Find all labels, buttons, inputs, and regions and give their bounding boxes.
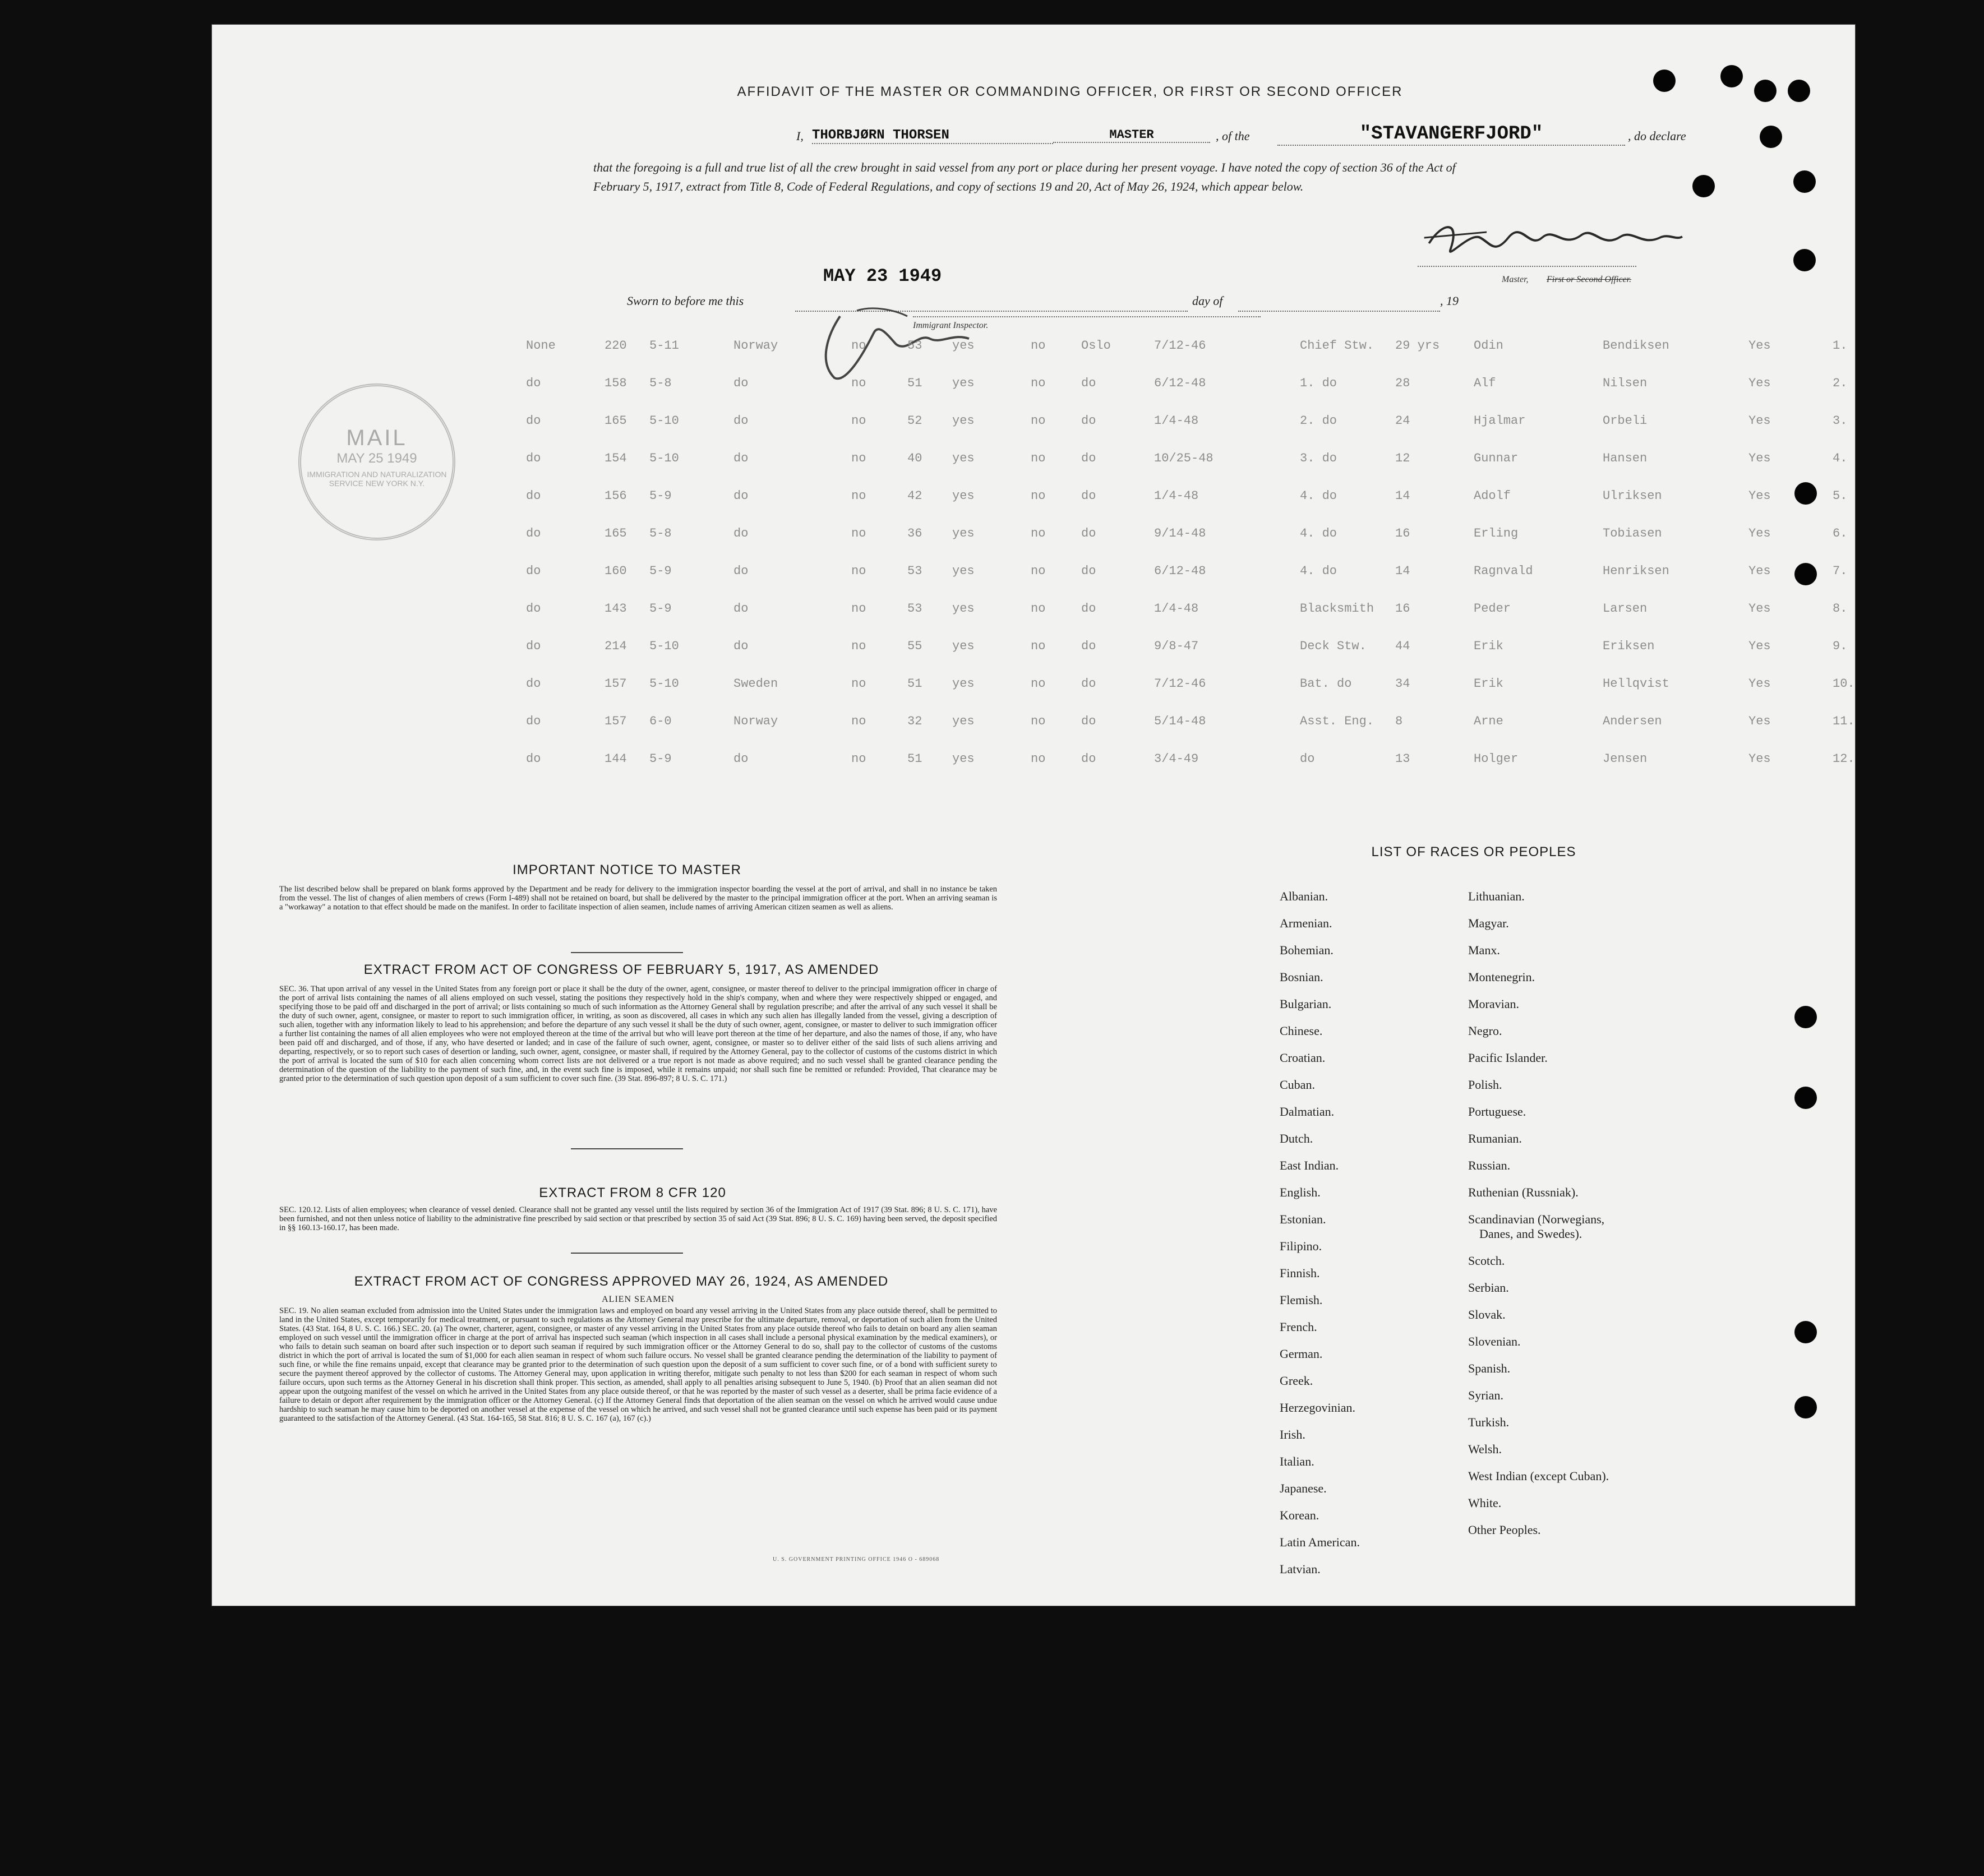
bleed-cell: no bbox=[1031, 414, 1046, 428]
punch-hole bbox=[1788, 80, 1810, 102]
bleed-cell: 8. bbox=[1833, 602, 1848, 616]
bleed-cell: 10. bbox=[1833, 677, 1855, 691]
race-entry: Russian. bbox=[1468, 1158, 1511, 1172]
bleed-row bbox=[212, 414, 1855, 431]
bleed-cell: do bbox=[1081, 677, 1096, 691]
race-entry: Slovenian. bbox=[1468, 1334, 1521, 1348]
bleed-cell: 1/4-48 bbox=[1154, 489, 1199, 503]
bleed-cell: Yes bbox=[1748, 564, 1771, 578]
bleed-cell: Erling bbox=[1474, 526, 1519, 540]
bleed-cell: 5-9 bbox=[649, 602, 672, 616]
bleed-cell: Yes bbox=[1748, 714, 1771, 728]
bleed-cell: 6/12-48 bbox=[1154, 564, 1206, 578]
race-entry: Estonian. bbox=[1280, 1212, 1326, 1226]
race-entry: Chinese. bbox=[1280, 1024, 1323, 1038]
race-entry: Manx. bbox=[1468, 943, 1500, 957]
bleed-row bbox=[212, 339, 1855, 355]
bleed-cell: 14 bbox=[1395, 564, 1410, 578]
bleed-cell: Erik bbox=[1474, 677, 1503, 691]
bleed-cell: 3. bbox=[1833, 414, 1848, 428]
bleed-row bbox=[212, 489, 1855, 506]
sworn-date: MAY 23 1949 bbox=[823, 266, 942, 287]
bleed-cell: Yes bbox=[1748, 376, 1771, 390]
bleed-cell: 13 bbox=[1395, 752, 1410, 766]
bleed-cell: no bbox=[851, 526, 866, 540]
bleed-cell: 28 bbox=[1395, 376, 1410, 390]
bleed-cell: do bbox=[526, 564, 541, 578]
bleed-cell: Hellqvist bbox=[1603, 677, 1669, 691]
bleed-cell: Peder bbox=[1474, 602, 1511, 616]
extract-1924-title: EXTRACT FROM ACT OF CONGRESS APPROVED MAY 26, 1924, AS AMENDED bbox=[354, 1274, 889, 1289]
bleed-row bbox=[212, 714, 1855, 731]
bleed-cell: 9/8-47 bbox=[1154, 639, 1199, 653]
bleed-cell: 29 yrs bbox=[1395, 339, 1440, 353]
race-entry: Pacific Islander. bbox=[1468, 1051, 1548, 1065]
bleed-cell: yes bbox=[952, 451, 975, 465]
bleed-cell: 220 bbox=[605, 339, 627, 353]
vessel-name: "STAVANGERFJORD" bbox=[1277, 123, 1625, 146]
bleed-cell: do bbox=[1081, 414, 1096, 428]
race-entry: Japanese. bbox=[1280, 1481, 1327, 1495]
punch-hole bbox=[1793, 170, 1816, 193]
bleed-cell: 55 bbox=[907, 639, 922, 653]
race-entry: Negro. bbox=[1468, 1024, 1502, 1038]
race-entry: Cuban. bbox=[1280, 1078, 1315, 1092]
race-entry: Armenian. bbox=[1280, 916, 1332, 930]
race-entry: Other Peoples. bbox=[1468, 1523, 1541, 1537]
race-entry: Magyar. bbox=[1468, 916, 1509, 930]
bleed-cell: no bbox=[1031, 451, 1046, 465]
bleed-cell: do bbox=[733, 526, 749, 540]
bleed-cell: no bbox=[1031, 376, 1046, 390]
race-entry: Croatian. bbox=[1280, 1051, 1326, 1065]
bleed-cell: Alf bbox=[1474, 376, 1496, 390]
race-entry: French. bbox=[1280, 1320, 1317, 1334]
bleed-cell: 3. do bbox=[1300, 451, 1337, 465]
bleed-cell: 160 bbox=[605, 564, 627, 578]
bleed-cell: Yes bbox=[1748, 526, 1771, 540]
bleed-cell: 9/14-48 bbox=[1154, 526, 1206, 540]
race-entry: Moravian. bbox=[1468, 997, 1520, 1011]
bleed-cell: 2. bbox=[1833, 376, 1848, 390]
race-entry: Dalmatian. bbox=[1280, 1105, 1335, 1119]
extract-1924-subtitle: ALIEN SEAMEN bbox=[602, 1295, 675, 1304]
bleed-cell: do bbox=[733, 752, 749, 766]
year-prefix: , 19 bbox=[1440, 294, 1459, 308]
bleed-cell: Henriksen bbox=[1603, 564, 1669, 578]
bleed-cell: 12 bbox=[1395, 451, 1410, 465]
race-entry: Rumanian. bbox=[1468, 1131, 1522, 1145]
race-entry: Finnish. bbox=[1280, 1266, 1320, 1280]
punch-hole bbox=[1653, 70, 1676, 92]
bleed-cell: do bbox=[1081, 564, 1096, 578]
race-entry: Bohemian. bbox=[1280, 943, 1334, 957]
bleed-cell: yes bbox=[952, 489, 975, 503]
bleed-cell: 34 bbox=[1395, 677, 1410, 691]
bleed-cell: 53 bbox=[907, 564, 922, 578]
bleed-cell: 16 bbox=[1395, 526, 1410, 540]
bleed-cell: yes bbox=[952, 639, 975, 653]
race-entry: Flemish. bbox=[1280, 1293, 1323, 1307]
punch-hole bbox=[1692, 175, 1715, 197]
bleed-cell: Arne bbox=[1474, 714, 1503, 728]
bleed-cell: 6. bbox=[1833, 526, 1848, 540]
printer-imprint: U. S. GOVERNMENT PRINTING OFFICE 1946 O - 689068 bbox=[773, 1556, 940, 1563]
race-entry: Greek. bbox=[1280, 1374, 1313, 1388]
races-title: LIST OF RACES OR PEOPLES bbox=[1371, 844, 1576, 860]
bleed-cell: yes bbox=[952, 564, 975, 578]
bleed-cell: Yes bbox=[1748, 339, 1771, 353]
bleed-cell: 11. bbox=[1833, 714, 1855, 728]
bleed-cell: Odin bbox=[1474, 339, 1503, 353]
race-entry: Latin American. bbox=[1280, 1535, 1360, 1549]
bleed-cell: 53 bbox=[907, 339, 922, 353]
bleed-cell: Eriksen bbox=[1603, 639, 1655, 653]
bleed-cell: 4. do bbox=[1300, 526, 1337, 540]
bleed-cell: 6/12-48 bbox=[1154, 376, 1206, 390]
inspector-caption: Immigrant Inspector. bbox=[913, 321, 989, 330]
race-entry: Portuguese. bbox=[1468, 1105, 1526, 1119]
bleed-cell: 5-8 bbox=[649, 526, 672, 540]
bleed-cell: no bbox=[851, 339, 866, 353]
notice-body: The list described below shall be prepared on blank forms approved by the Department and be ready for delivery to the immigration inspector boarding the vessel at the port of arrival, and shall in no instance be taken from the vessel. The list of changes of alien members of crews (Form I-489) shall not be retained on board, but shall be delivered by the master to the principal immigration officer at the port. When an arriving seaman is a "workaway" a notation to that effect should be made on the manifest. In order to facilitate inspection of alien seamen, include names of arriving American citizen seamen as well as aliens. bbox=[279, 885, 997, 912]
bleed-cell: no bbox=[1031, 602, 1046, 616]
bleed-cell: Larsen bbox=[1603, 602, 1648, 616]
bleed-cell: Gunnar bbox=[1474, 451, 1519, 465]
bleed-cell: 156 bbox=[605, 489, 627, 503]
master-name: THORBJØRN THORSEN bbox=[812, 128, 1053, 144]
day-of-label: day of bbox=[1192, 294, 1223, 308]
bleed-cell: 42 bbox=[907, 489, 922, 503]
bleed-cell: Andersen bbox=[1603, 714, 1662, 728]
bleed-cell: yes bbox=[952, 339, 975, 353]
bleed-cell: do bbox=[733, 489, 749, 503]
bleed-cell: no bbox=[1031, 677, 1046, 691]
bleed-cell: 14 bbox=[1395, 489, 1410, 503]
race-entry: Lithuanian. bbox=[1468, 889, 1525, 903]
bleed-cell: Yes bbox=[1748, 414, 1771, 428]
officer-caption-struck: First or Second Officer. bbox=[1547, 275, 1632, 284]
bleed-cell: 53 bbox=[907, 602, 922, 616]
bleed-cell: Erik bbox=[1474, 639, 1503, 653]
bleed-cell: 52 bbox=[907, 414, 922, 428]
bleed-cell: Yes bbox=[1748, 451, 1771, 465]
declare-label: , do declare bbox=[1628, 129, 1686, 143]
bleed-cell: do bbox=[1081, 714, 1096, 728]
bleed-cell: Adolf bbox=[1474, 489, 1511, 503]
bleed-cell: 4. do bbox=[1300, 564, 1337, 578]
bleed-cell: None bbox=[526, 339, 556, 353]
race-entry: Ruthenian (Russniak). bbox=[1468, 1185, 1579, 1199]
bleed-cell: 10/25-48 bbox=[1154, 451, 1214, 465]
bleed-cell: yes bbox=[952, 526, 975, 540]
race-entry: White. bbox=[1468, 1496, 1502, 1510]
bleed-cell: 5. bbox=[1833, 489, 1848, 503]
bleed-cell: 5-10 bbox=[649, 639, 679, 653]
bleed-cell: Yes bbox=[1748, 489, 1771, 503]
race-entry: Korean. bbox=[1280, 1508, 1319, 1522]
bleed-cell: 12. bbox=[1833, 752, 1855, 766]
bleed-cell: yes bbox=[952, 414, 975, 428]
bleed-cell: do bbox=[526, 602, 541, 616]
bleed-cell: 154 bbox=[605, 451, 627, 465]
declaration-text: that the foregoing is a full and true list of all the crew brought in said vessel from any port or place during her present voyage. I have noted the copy of section 36 of the Act of February 5, 1917, extract from Title 8, Code of Federal Regulations, and copy of sections 19 and 20, Act of May 26, 1924, which appear below. bbox=[593, 160, 1456, 193]
bleed-cell: Blacksmith bbox=[1300, 602, 1374, 616]
bleed-cell: do bbox=[526, 752, 541, 766]
mail-stamp: MAIL MAY 25 1949 IMMIGRATION AND NATURALIZATION SERVICE NEW YORK N.Y. bbox=[298, 383, 455, 540]
punch-hole bbox=[1794, 1087, 1817, 1109]
race-entry: East Indian. bbox=[1280, 1158, 1339, 1172]
bleed-cell: do bbox=[733, 564, 749, 578]
race-entry: Italian. bbox=[1280, 1454, 1314, 1468]
bleed-cell: 51 bbox=[907, 677, 922, 691]
punch-hole bbox=[1794, 1396, 1817, 1418]
bleed-cell: do bbox=[526, 677, 541, 691]
bleed-cell: 5-9 bbox=[649, 564, 672, 578]
bleed-cell: 36 bbox=[907, 526, 922, 540]
bleed-cell: Norway bbox=[733, 714, 778, 728]
bleed-cell: Nilsen bbox=[1603, 376, 1648, 390]
bleed-cell: do bbox=[1081, 489, 1096, 503]
race-entry: German. bbox=[1280, 1347, 1323, 1361]
bleed-cell: no bbox=[1031, 752, 1046, 766]
bleed-cell: 165 bbox=[605, 526, 627, 540]
bleed-cell: yes bbox=[952, 677, 975, 691]
bleed-cell: no bbox=[851, 714, 866, 728]
bleed-cell: 1. do bbox=[1300, 376, 1337, 390]
bleed-cell: Yes bbox=[1748, 639, 1771, 653]
bleed-row bbox=[212, 677, 1855, 694]
race-entry: Turkish. bbox=[1468, 1415, 1510, 1429]
bleed-cell: do bbox=[526, 526, 541, 540]
bleed-cell: no bbox=[851, 489, 866, 503]
bleed-cell: yes bbox=[952, 602, 975, 616]
bleed-cell: 157 bbox=[605, 714, 627, 728]
bleed-row bbox=[212, 752, 1855, 769]
declaration-pre-name: I, bbox=[796, 129, 804, 143]
race-entry: Irish. bbox=[1280, 1427, 1305, 1441]
bleed-cell: 7/12-46 bbox=[1154, 339, 1206, 353]
bleed-cell: Jensen bbox=[1603, 752, 1648, 766]
document-page bbox=[212, 25, 1855, 1606]
sworn-prefix: Sworn to before me this bbox=[627, 294, 744, 308]
bleed-cell: yes bbox=[952, 376, 975, 390]
bleed-cell: Holger bbox=[1474, 752, 1519, 766]
race-entry: Spanish. bbox=[1468, 1361, 1511, 1375]
master-caption: Master, bbox=[1502, 275, 1529, 284]
punch-hole bbox=[1754, 80, 1777, 102]
bleed-cell: yes bbox=[952, 714, 975, 728]
punch-hole bbox=[1794, 482, 1817, 505]
bleed-cell: Hjalmar bbox=[1474, 414, 1526, 428]
race-entry: Albanian. bbox=[1280, 889, 1328, 903]
extract-1917-body: SEC. 36. That upon arrival of any vessel in the United States from any foreign port or place it shall be the duty of the owner, agent, consignee, or master thereof to deliver to the principal immigration officer in charge of the port of arrival lists containing the names of all aliens employed on such vessel, stating the positions they respectively hold in the ship's company, when and where they were respectively shipped or engaged, and specifying those to be paid off and discharged in the port of arrival; or lists containing so much of such information as the Attorney General shall by regulation prescribe; and after the arrival of any such vessel it shall be the duty of such owner, agent, consignee, or master to report to such immigration officer, in writing, as soon as discovered, all cases in which any such alien has illegally landed from the vessel, giving a description of such alien, together with any information likely to lead to his apprehension; and before the departure of any such vessel it shall be the duty of such owner, agent, consignee, or master to deliver to such immigration officer a further list containing the names of all alien employees who were not employed thereon at the time of the arrival but who will leave port thereon at the time of her departure, and also the names of those, if any, who have been paid off and discharged, and of those, if any, who have deserted or landed; and in case of the failure of such owner, agent, consignee, or master so to deliver either of the said lists of such aliens arriving and departing, respectively, or so to report such cases of desertion or landing, such owner, agent, consignee, or master shall, if required by the Attorney General, pay to the collector of customs of the customs district in which the port of arrival is located the sum of $10 for each alien concerning whom correct lists are not delivered or a true report is not made as above required; and no such vessel shall be granted clearance pending the determination of the question of the liability to the payment of such fine, and, in the event such fine is imposed, while it remains unpaid; nor shall such fine be remitted or refunded: Provided, That clearance may be granted prior to the determination of such question upon deposit of a sum sufficient to cover such fine. (39 Stat. 896-897; 8 U. S. C. 171.) bbox=[279, 985, 997, 1083]
bleed-cell: 5/14-48 bbox=[1154, 714, 1206, 728]
bleed-cell: 5-10 bbox=[649, 451, 679, 465]
bleed-cell: 44 bbox=[1395, 639, 1410, 653]
race-entry: Danes, and Swedes). bbox=[1479, 1227, 1582, 1241]
bleed-cell: Chief Stw. bbox=[1300, 339, 1374, 353]
extract-cfr-body: SEC. 120.12. Lists of alien employees; when clearance of vessel denied. Clearance shall not be granted any vessel until the lists required by section 36 of the Immigration Act of 1917 (39 Stat. 896; 8 U. S. C. 171), have been furnished, and not then unless notice of liability to the administrative fine prescribed by said section or that prescribed by section 35 of said Act (39 Stat. 896; 8 U. S. C. 169) having been served, the deposit specified in §§ 160.13-160.17, has been made. bbox=[279, 1205, 997, 1232]
bleed-cell: 9. bbox=[1833, 639, 1848, 653]
bleed-cell: 5-10 bbox=[649, 414, 679, 428]
bleed-cell: Ulriksen bbox=[1603, 489, 1662, 503]
punch-hole bbox=[1794, 1321, 1817, 1343]
bleed-cell: 5-10 bbox=[649, 677, 679, 691]
bleed-cell: no bbox=[851, 376, 866, 390]
bleed-cell: do bbox=[733, 376, 749, 390]
bleed-cell: do bbox=[733, 451, 749, 465]
race-entry: English. bbox=[1280, 1185, 1321, 1199]
bleed-cell: Yes bbox=[1748, 602, 1771, 616]
bleed-cell: Hansen bbox=[1603, 451, 1648, 465]
bleed-cell: do bbox=[1300, 752, 1315, 766]
bleed-cell: Deck Stw. bbox=[1300, 639, 1367, 653]
bleed-row bbox=[212, 602, 1855, 618]
punch-hole bbox=[1794, 1006, 1817, 1028]
bleed-cell: 6-0 bbox=[649, 714, 672, 728]
race-entry: Latvian. bbox=[1280, 1562, 1321, 1576]
bleed-cell: no bbox=[1031, 639, 1046, 653]
extract-1924-body: SEC. 19. No alien seaman excluded from admission into the United States under the immigration laws and employed on board any vessel arriving in the United States from any place outside thereof, shall be permitted to land in the United States, except temporarily for medical treatment, or pursuant to such regulations as the Attorney General may prescribe for the ultimate departure, removal, or deportation of such alien from the United States. (43 Stat. 164, 8 U. S. C. 166.) SEC. 20. (a) The owner, charterer, agent, consignee, or master of any vessel arriving in the United States from any place outside thereof who fails to detain on board any alien seaman employed on such vessel until the immigration officer in charge at the port of arrival has inspected such seaman (which inspection in all cases shall include a personal physical examination by the medical examiners), or who fails to detain such seaman on board after such inspection or to deport such seaman if required by such immigration officer or the Attorney General to do so, shall pay to the collector of customs of the customs district in which the port of arrival is located the sum of $1,000 for each alien seaman in respect of whom such failure occurs. No vessel shall be granted clearance pending the determination of the liability to payment of such fine, or while the fine remains unpaid, except that clearance may be granted prior to the determination of such question upon the deposit of a sum sufficient to cover such fine, or of a bond with sufficient surety to secure the payment thereof approved by the collector of customs. The Attorney General may, upon application in writing therefor, mitigate such penalty to not less than $200 for each seaman in respect of whom such failure occurs, upon such terms as the Attorney General in his discretion shall think proper. This section, as amended, shall apply to all penalties arising subsequent to June 5, 1940. (b) Proof that an alien seaman did not appear upon the outgoing manifest of the vessel on which he arrived in the United States from any place outside thereof, or that he was reported by the master of such vessel as a deserter, shall be prima facie evidence of a failure to detain or deport after requirement by the immigration officer or the Attorney General. (c) If the Attorney General finds that deportation of the alien seaman on the vessel on which he arrived would cause undue hardship to such seaman he may cause him to be deported on another vessel at the expense of the vessel on which he arrived, and such vessel shall not be granted clearance until such expense has been paid or its payment guaranteed to the satisfaction of the Attorney General. (43 Stat. 164-165, 58 Stat. 816; 8 U. S. C. 167 (a), 167 (c).) bbox=[279, 1306, 997, 1423]
bleed-cell: Yes bbox=[1748, 677, 1771, 691]
bleed-cell: no bbox=[1031, 564, 1046, 578]
bleed-cell: do bbox=[526, 451, 541, 465]
bleed-cell: no bbox=[1031, 339, 1046, 353]
bleed-cell: no bbox=[851, 752, 866, 766]
bleed-cell: do bbox=[1081, 526, 1096, 540]
bleed-cell: 158 bbox=[605, 376, 627, 390]
affidavit-title: AFFIDAVIT OF THE MASTER OR COMMANDING OFFICER, OR FIRST OR SECOND OFFICER bbox=[737, 84, 1403, 99]
bleed-cell: 143 bbox=[605, 602, 627, 616]
extract-cfr-title: EXTRACT FROM 8 CFR 120 bbox=[539, 1185, 726, 1200]
race-entry: Polish. bbox=[1468, 1078, 1502, 1092]
bleed-cell: Bendiksen bbox=[1603, 339, 1669, 353]
bleed-cell: Orbeli bbox=[1603, 414, 1648, 428]
bleed-cell: 2. do bbox=[1300, 414, 1337, 428]
race-entry: Bulgarian. bbox=[1280, 997, 1332, 1011]
race-entry: Slovak. bbox=[1468, 1307, 1506, 1321]
bleed-cell: 51 bbox=[907, 376, 922, 390]
punch-hole bbox=[1760, 126, 1782, 148]
bleed-cell: do bbox=[526, 489, 541, 503]
bleed-cell: no bbox=[1031, 526, 1046, 540]
bleed-row bbox=[212, 451, 1855, 468]
bleed-cell: do bbox=[1081, 451, 1096, 465]
bleed-cell: 4. do bbox=[1300, 489, 1337, 503]
bleed-cell: 4. bbox=[1833, 451, 1848, 465]
race-entry: Dutch. bbox=[1280, 1131, 1313, 1145]
bleed-cell: do bbox=[526, 639, 541, 653]
bleed-cell: Oslo bbox=[1081, 339, 1111, 353]
bleed-cell: do bbox=[1081, 752, 1096, 766]
bleed-cell: no bbox=[851, 414, 866, 428]
bleed-cell: 40 bbox=[907, 451, 922, 465]
race-entry: Herzegovinian. bbox=[1280, 1401, 1355, 1415]
race-entry: Scotch. bbox=[1468, 1254, 1505, 1268]
bleed-cell: do bbox=[526, 714, 541, 728]
bleed-cell: Asst. Eng. bbox=[1300, 714, 1374, 728]
notice-title: IMPORTANT NOTICE TO MASTER bbox=[513, 862, 741, 877]
bleed-cell: do bbox=[733, 414, 749, 428]
bleed-cell: 144 bbox=[605, 752, 627, 766]
bleed-cell: 3/4-49 bbox=[1154, 752, 1199, 766]
bleed-cell: 7/12-46 bbox=[1154, 677, 1206, 691]
bleed-cell: do bbox=[1081, 639, 1096, 653]
race-entry: Bosnian. bbox=[1280, 970, 1323, 984]
bleed-cell: do bbox=[733, 639, 749, 653]
extract-1917-title: EXTRACT FROM ACT OF CONGRESS OF FEBRUARY 5, 1917, AS AMENDED bbox=[363, 962, 879, 977]
race-entry: Serbian. bbox=[1468, 1281, 1509, 1295]
bleed-cell: Bat. do bbox=[1300, 677, 1352, 691]
race-entry: West Indian (except Cuban). bbox=[1468, 1469, 1609, 1483]
bleed-cell: Ragnvald bbox=[1474, 564, 1533, 578]
bleed-cell: Tobiasen bbox=[1603, 526, 1662, 540]
bleed-cell: do bbox=[526, 376, 541, 390]
master-signature bbox=[1414, 215, 1691, 274]
bleed-cell: no bbox=[851, 639, 866, 653]
master-rank: MASTER bbox=[1053, 128, 1210, 143]
bleed-cell: 214 bbox=[605, 639, 627, 653]
bleed-cell: 8 bbox=[1395, 714, 1403, 728]
bleed-cell: no bbox=[851, 564, 866, 578]
bleed-cell: no bbox=[1031, 489, 1046, 503]
bleed-cell: Norway bbox=[733, 339, 778, 353]
bleed-cell: no bbox=[851, 677, 866, 691]
bleed-cell: do bbox=[1081, 376, 1096, 390]
bleed-cell: 51 bbox=[907, 752, 922, 766]
bleed-cell: no bbox=[851, 451, 866, 465]
race-entry: Montenegrin. bbox=[1468, 970, 1535, 984]
bleed-cell: 5-8 bbox=[649, 376, 672, 390]
bleed-cell: 157 bbox=[605, 677, 627, 691]
bleed-cell: 165 bbox=[605, 414, 627, 428]
bleed-cell: do bbox=[1081, 602, 1096, 616]
bleed-cell: 16 bbox=[1395, 602, 1410, 616]
bleed-cell: 1/4-48 bbox=[1154, 414, 1199, 428]
bleed-cell: yes bbox=[952, 752, 975, 766]
bleed-row bbox=[212, 376, 1855, 393]
bleed-cell: 1. bbox=[1833, 339, 1848, 353]
bleed-row bbox=[212, 639, 1855, 656]
bleed-cell: 24 bbox=[1395, 414, 1410, 428]
bleed-cell: Sweden bbox=[733, 677, 778, 691]
bleed-cell: do bbox=[733, 602, 749, 616]
bleed-row bbox=[212, 526, 1855, 543]
race-entry: Filipino. bbox=[1280, 1239, 1322, 1253]
bleed-cell: 5-9 bbox=[649, 752, 672, 766]
punch-hole bbox=[1793, 249, 1816, 271]
race-entry: Scandinavian (Norwegians, bbox=[1468, 1212, 1605, 1226]
bleed-cell: 7. bbox=[1833, 564, 1848, 578]
race-entry: Welsh. bbox=[1468, 1442, 1502, 1456]
bleed-cell: 1/4-48 bbox=[1154, 602, 1199, 616]
bleed-cell: Yes bbox=[1748, 752, 1771, 766]
punch-hole bbox=[1794, 563, 1817, 585]
bleed-cell: no bbox=[851, 602, 866, 616]
bleed-cell: 32 bbox=[907, 714, 922, 728]
bleed-cell: 5-9 bbox=[649, 489, 672, 503]
of-the-label: , of the bbox=[1216, 129, 1250, 143]
punch-hole bbox=[1720, 65, 1743, 87]
race-entry: Syrian. bbox=[1468, 1388, 1503, 1402]
bleed-cell: do bbox=[526, 414, 541, 428]
bleed-row bbox=[212, 564, 1855, 581]
bleed-cell: no bbox=[1031, 714, 1046, 728]
bleed-cell: 5-11 bbox=[649, 339, 679, 353]
